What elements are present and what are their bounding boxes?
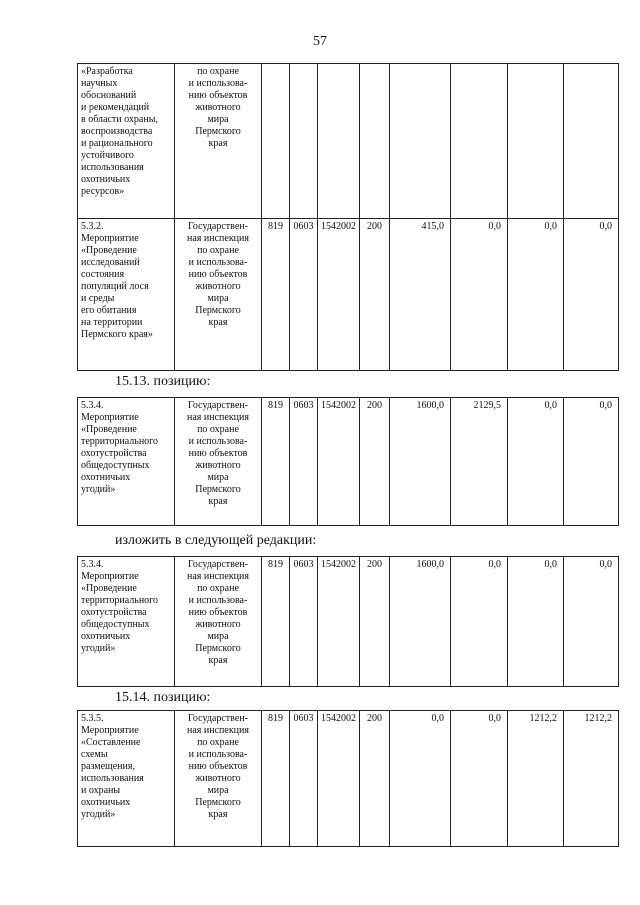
value-cell: 0,0 (451, 711, 508, 847)
code-cell: 819 (262, 711, 290, 847)
measure-description: 5.3.2. Мероприятие «Проведение исследований состояния популяций лося и среды его обитания на территории Пермского края» (78, 219, 175, 371)
section-heading: изложить в следующей редакции: (115, 533, 317, 548)
value-cell: 0,0 (564, 557, 619, 687)
value-cell: 0,0 (390, 711, 451, 847)
code-cell: 0603 (290, 711, 318, 847)
budget-table-1 (77, 63, 619, 371)
table-row (78, 398, 619, 526)
code-cell: 819 (262, 219, 290, 371)
code-cell: 0603 (290, 219, 318, 371)
value-cell: 0,0 (564, 398, 619, 526)
value-cell: 415,0 (390, 219, 451, 371)
value-cell (564, 64, 619, 219)
code-cell: 1542002 (318, 398, 360, 526)
measure-description: 5.3.4. Мероприятие «Проведение территориального охотустройства общедоступных охотничьих угодий» (78, 557, 175, 687)
page-number: 57 (313, 34, 327, 49)
value-cell: 0,0 (451, 219, 508, 371)
table-row (78, 711, 619, 847)
code-cell: 819 (262, 398, 290, 526)
executor-cell: Государствен- ная инспекция по охране и использова- нию объектов животного мира Пермского края (175, 711, 262, 847)
value-cell: 1600,0 (390, 557, 451, 687)
table-row (78, 219, 619, 371)
executor-cell: Государствен- ная инспекция по охране и использова- нию объектов животного мира Пермского края (175, 557, 262, 687)
code-cell: 0603 (290, 398, 318, 526)
table-row (78, 557, 619, 687)
code-cell (290, 64, 318, 219)
value-cell: 0,0 (508, 398, 564, 526)
measure-description: «Разработка научных обоснований и рекомендаций в области охраны, воспроизводства и рационального устойчивого использования охотничьих ресурсов» (78, 64, 175, 219)
value-cell: 0,0 (508, 219, 564, 371)
value-cell: 2129,5 (451, 398, 508, 526)
budget-table-4 (77, 710, 619, 847)
code-cell: 0603 (290, 557, 318, 687)
budget-table-3 (77, 556, 619, 687)
code-cell: 200 (360, 219, 390, 371)
code-cell (360, 64, 390, 219)
value-cell (390, 64, 451, 219)
executor-cell: Государствен- ная инспекция по охране и использова- нию объектов животного мира Пермского края (175, 398, 262, 526)
value-cell (508, 64, 564, 219)
value-cell: 1212,2 (508, 711, 564, 847)
section-heading: 15.14. позицию: (115, 690, 211, 705)
executor-cell: Государствен- ная инспекция по охране и использова- нию объектов животного мира Пермского края (175, 219, 262, 371)
value-cell (451, 64, 508, 219)
code-cell: 200 (360, 557, 390, 687)
code-cell (318, 64, 360, 219)
code-cell (262, 64, 290, 219)
budget-table-2 (77, 397, 619, 526)
value-cell: 1212,2 (564, 711, 619, 847)
code-cell: 200 (360, 711, 390, 847)
value-cell: 0,0 (564, 219, 619, 371)
code-cell: 1542002 (318, 219, 360, 371)
measure-description: 5.3.5. Мероприятие «Составление схемы размещения, использования и охраны охотничьих угодий» (78, 711, 175, 847)
value-cell: 0,0 (508, 557, 564, 687)
section-heading: 15.13. позицию: (115, 374, 211, 389)
value-cell: 1600,0 (390, 398, 451, 526)
measure-description: 5.3.4. Мероприятие «Проведение территориального охотустройства общедоступных охотничьих угодий» (78, 398, 175, 526)
code-cell: 200 (360, 398, 390, 526)
value-cell: 0,0 (451, 557, 508, 687)
executor-cell: по охране и использова- нию объектов животного мира Пермского края (175, 64, 262, 219)
code-cell: 1542002 (318, 557, 360, 687)
code-cell: 819 (262, 557, 290, 687)
table-row (78, 64, 619, 219)
code-cell: 1542002 (318, 711, 360, 847)
